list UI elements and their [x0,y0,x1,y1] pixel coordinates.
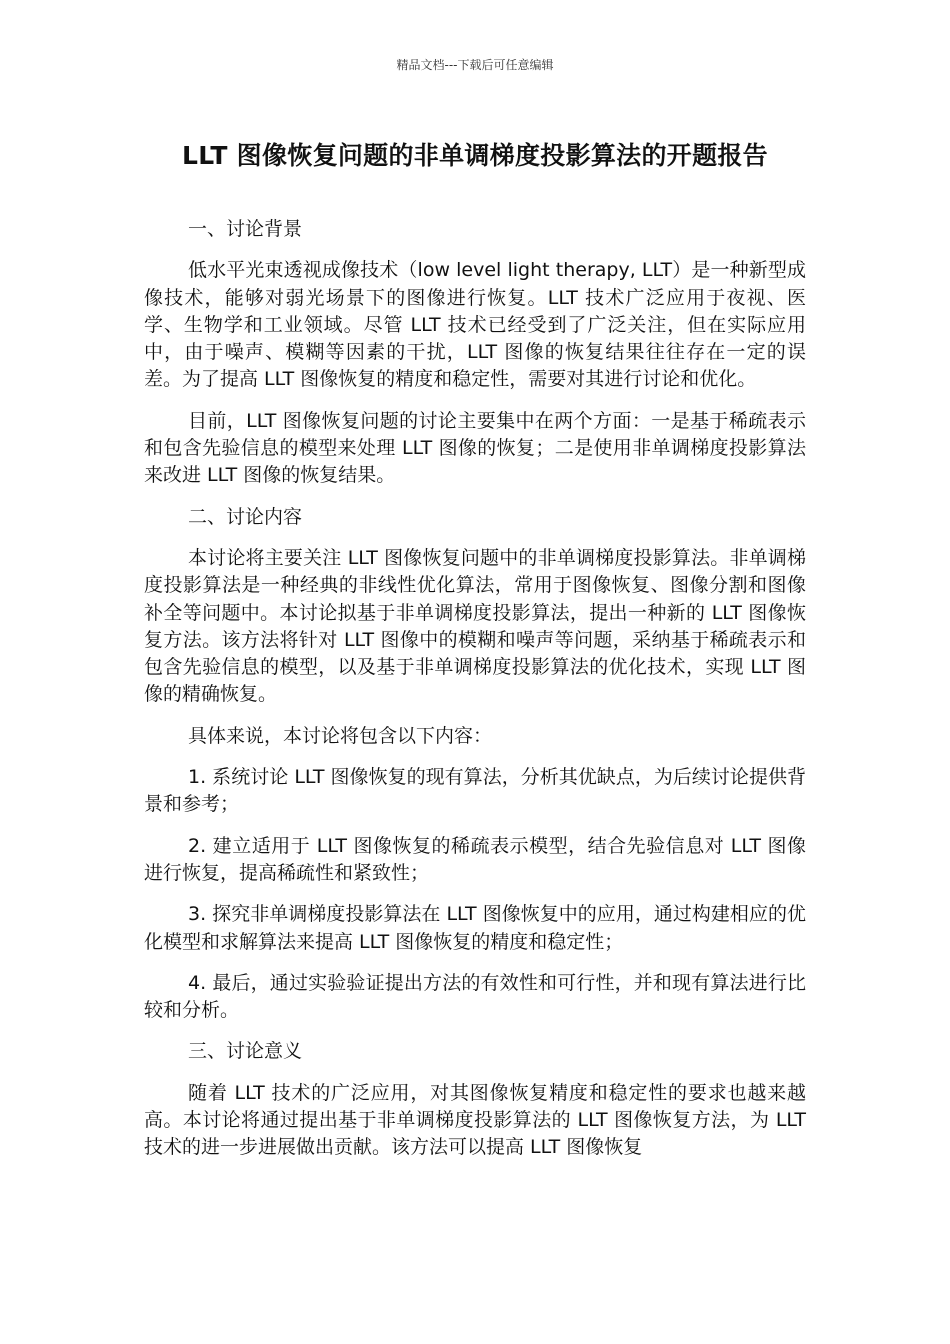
background-paragraph-1: 低水平光束透视成像技术（low level light therapy, LLT）是一种新型成像技术，能够对弱光场景下的图像进行恢复。LLT 技术广泛应用于夜视、医学、生物学和工业领域。尽管 LLT 技术已经受到了广泛关注，但在实际应用中，由于噪声、模糊等因素的干扰，LLT 图像的恢复结果往往存在一定的误差。为了提高 LLT 图像恢复的精度和稳定性，需要对其进行讨论和优化。 [144,259,806,391]
content-paragraph-1: 本讨论将主要关注 LLT 图像恢复问题中的非单调梯度投影算法。非单调梯度投影算法是一种经典的非线性优化算法，常用于图像恢复、图像分割和图像补全等问题中。本讨论拟基于非单调梯度投影算法，提出一种新的 LLT 图像恢复方法。该方法将针对 LLT 图像中的模糊和噪声等问题，采纳基于稀疏表示和包含先验信息的模型，以及基于非单调梯度投影算法的优化技术，实现 LLT 图像的精确恢复。 [144,546,806,706]
background-paragraph-2: 目前，LLT 图像恢复问题的讨论主要集中在两个方面：一是基于稀疏表示和包含先验信息的模型来处理 LLT 图像的恢复；二是使用非单调梯度投影算法来改进 LLT 图像的恢复结果。 [144,409,806,487]
document-body [144,216,806,1176]
significance-paragraph-1: 随着 LLT 技术的广泛应用，对其图像恢复精度和稳定性的要求也越来越高。本讨论将通过提出基于非单调梯度投影算法的 LLT 图像恢复方法，为 LLT 技术的进一步进展做出贡献。该方法可以提高 LLT 图像恢复 [144,1081,806,1159]
page-header: 精品文档---下载后可任意编辑 [396,58,554,72]
content-item-1: 1. 系统讨论 LLT 图像恢复的现有算法，分析其优缺点，为后续讨论提供背景和参考； [144,766,806,816]
section-heading-content: 二、讨论内容 [188,505,303,528]
document-title: LLT 图像恢复问题的非单调梯度投影算法的开题报告 [182,141,768,170]
content-intro: 具体来说，本讨论将包含以下内容： [188,724,493,747]
content-item-2: 2. 建立适用于 LLT 图像恢复的稀疏表示模型，结合先验信息对 LLT 图像进行恢复，提高稀疏性和紧致性； [144,834,806,884]
section-heading-significance: 三、讨论意义 [188,1040,303,1063]
section-heading-background: 一、讨论背景 [188,218,303,240]
content-item-3: 3. 探究非单调梯度投影算法在 LLT 图像恢复中的应用，通过构建相应的优化模型和求解算法来提高 LLT 图像恢复的精度和稳定性； [144,903,806,953]
content-item-4: 4. 最后，通过实验验证提出方法的有效性和可行性，并和现有算法进行比较和分析。 [144,971,806,1022]
